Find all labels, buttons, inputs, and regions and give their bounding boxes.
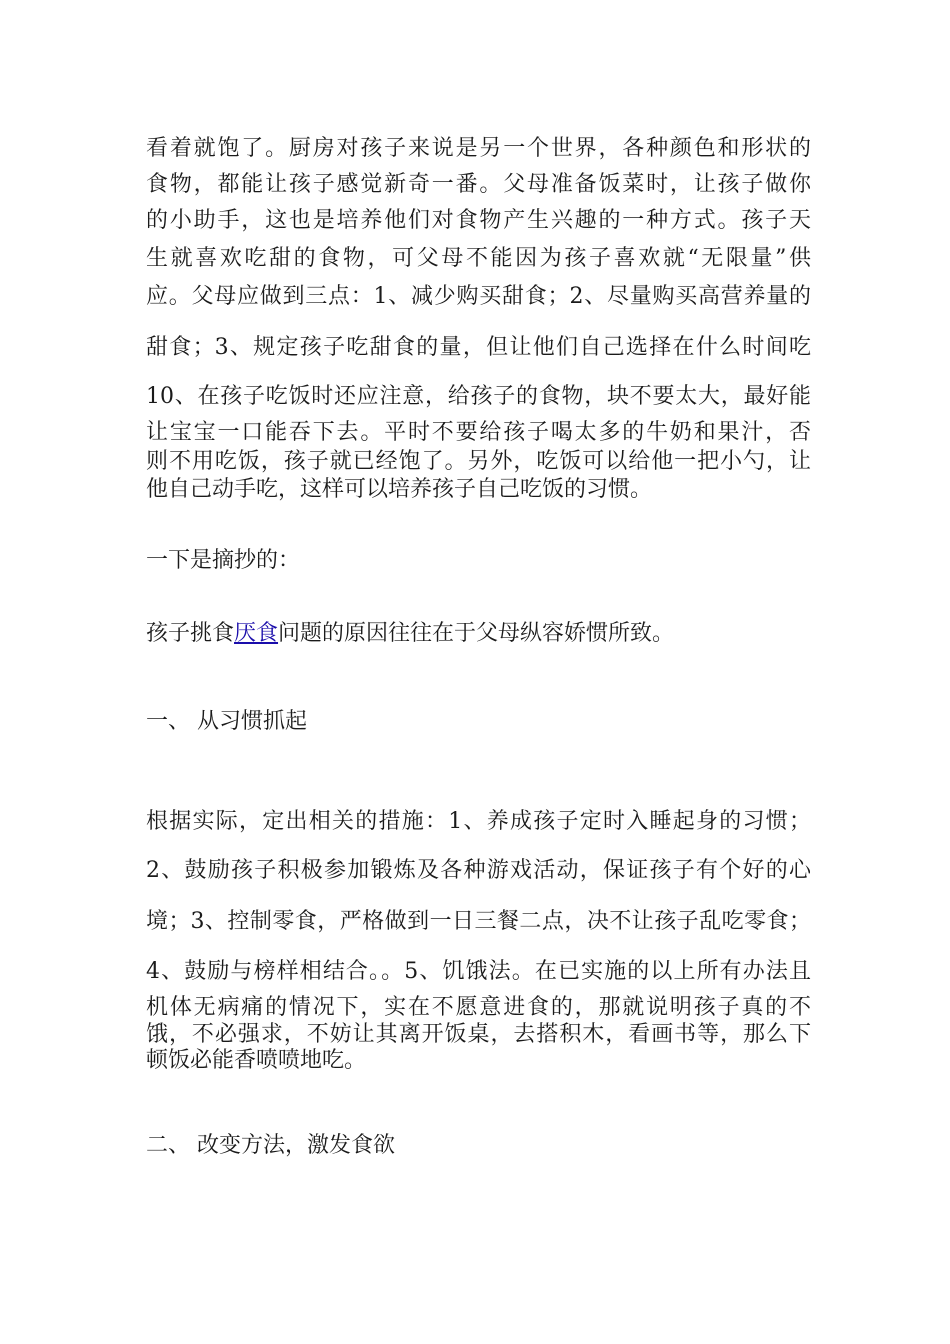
paragraph-line: 的小助手，这也是培养他们对食物产生兴趣的一种方式。孩子天 [146, 208, 811, 233]
section-line: 境；3、控制零食，严格做到一日三餐二点，决不让孩子乱吃零食； [146, 909, 811, 934]
section-line: 4、鼓励与榜样相结合。。5、饥饿法。在已实施的以上所有办法且 [146, 959, 811, 984]
excerpt-intro: 一下是摘抄的： [146, 548, 301, 573]
paragraph-line: 生就喜欢吃甜的食物，可父母不能因为孩子喜欢就“无限量”供 [146, 246, 811, 271]
paragraph-line: 应。父母应做到三点：1、减少购买甜食；2、尽量购买高营养量的 [146, 284, 811, 309]
cause-after: 问题的原因往往在于父母纵容娇惯所致。 [278, 621, 675, 646]
paragraph-line: 甜食；3、规定孩子吃甜食的量，但让他们自己选择在什么时间吃 [146, 335, 811, 360]
paragraph-line: 则不用吃饭，孩子就已经饱了。另外，吃饭可以给他一把小勺，让 [146, 449, 811, 474]
anorexia-link[interactable]: 厌食 [234, 621, 279, 646]
paragraph-line: 他自己动手吃，这样可以培养孩子自己吃饭的习惯。 [146, 477, 653, 502]
cause-sentence [146, 619, 811, 649]
section-heading-methods: 二、 改变方法，激发食欲 [146, 1133, 395, 1158]
section-line: 2、鼓励孩子积极参加锻炼及各种游戏活动，保证孩子有个好的心 [146, 858, 811, 883]
section-line: 顿饭必能香喷喷地吃。 [146, 1048, 367, 1073]
paragraph-line: 食物，都能让孩子感觉新奇一番。父母准备饭菜时，让孩子做你 [146, 172, 811, 197]
section-line: 根据实际，定出相关的措施：1、养成孩子定时入睡起身的习惯； [146, 809, 811, 834]
paragraph-line: 看着就饱了。厨房对孩子来说是另一个世界，各种颜色和形状的 [146, 136, 811, 161]
cause-before: 孩子挑食 [146, 621, 235, 646]
paragraph-line: 10、在孩子吃饭时还应注意，给孩子的食物，块不要太大，最好能 [146, 384, 811, 409]
paragraph-line: 让宝宝一口能吞下去。平时不要给孩子喝太多的牛奶和果汁，否 [146, 420, 811, 445]
section-heading-habits: 一、 从习惯抓起 [146, 709, 307, 734]
section-line: 饿，不必强求，不妨让其离开饭桌，去搭积木，看画书等，那么下 [146, 1022, 811, 1047]
section-line: 机体无病痛的情况下，实在不愿意进食的，那就说明孩子真的不 [146, 995, 811, 1020]
